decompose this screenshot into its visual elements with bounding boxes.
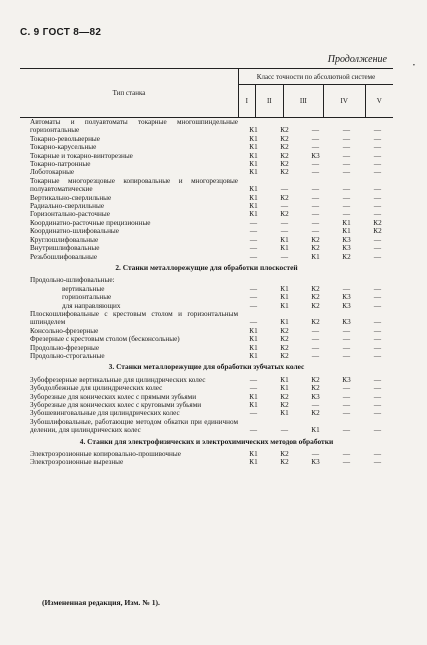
class-value: К1	[311, 252, 320, 261]
machine-type: Зубодолбежные для цилиндрических колес	[30, 384, 163, 393]
class-value: —	[373, 210, 382, 219]
class-value: —	[373, 235, 382, 244]
class-value: К1	[249, 450, 258, 459]
table-row	[20, 401, 393, 409]
class-value: —	[373, 375, 382, 384]
class-header-2: II	[255, 85, 283, 118]
machine-type: Токарные многорезцовые копировальные и многорезцовые полуавтоматические	[30, 176, 238, 194]
machine-type: Внутришлифовальные	[30, 244, 100, 253]
class-value: —	[373, 351, 382, 360]
machine-type: Круглошлифовальные	[30, 235, 99, 244]
class-value: —	[373, 244, 382, 253]
class-value: К2	[311, 375, 320, 384]
class-value: —	[342, 143, 351, 152]
class-header-4: IV	[323, 85, 365, 118]
class-value: К1	[311, 426, 320, 435]
class-value: К2	[280, 351, 289, 360]
machine-type: вертикальные	[62, 284, 105, 293]
class-value: —	[373, 151, 382, 160]
class-value: —	[280, 185, 289, 194]
machine-type: Вертикально-сверлильные	[30, 193, 112, 202]
class-value: К2	[311, 384, 320, 393]
class-value: —	[373, 252, 382, 261]
table-row	[20, 194, 393, 202]
class-value: К1	[249, 343, 258, 352]
class-value: К1	[249, 185, 258, 194]
class-value: —	[280, 426, 289, 435]
class-value: —	[249, 384, 258, 393]
class-value: —	[311, 450, 320, 459]
class-value: К2	[280, 143, 289, 152]
table-row	[20, 118, 393, 135]
machine-type: Зубофрезерные вертикальные для цилиндрических колес	[30, 375, 206, 384]
class-value: —	[342, 151, 351, 160]
class-value: —	[342, 284, 351, 293]
class-value: —	[311, 134, 320, 143]
class-value: К1	[280, 409, 289, 418]
table-row	[20, 409, 393, 417]
table-row	[20, 384, 393, 392]
class-value: —	[342, 343, 351, 352]
class-value: —	[373, 126, 382, 135]
class-value: К1	[280, 301, 289, 310]
class-value: —	[249, 284, 258, 293]
table-row	[20, 352, 393, 360]
class-value: К2	[311, 409, 320, 418]
class-value: К1	[342, 227, 351, 236]
table-row	[20, 210, 393, 218]
table-row	[20, 458, 393, 466]
page-header: С. 9 ГОСТ 8—82	[20, 27, 102, 38]
machine-type: Зубошлифовальные, работающие методом обкатки при единичном делении, для цилиндрических колес	[30, 417, 238, 435]
class-value: —	[373, 343, 382, 352]
class-value: —	[249, 301, 258, 310]
margin-mark: •	[412, 63, 415, 69]
table-row	[20, 276, 393, 284]
class-value: К2	[280, 458, 289, 467]
machine-type: Токарно-карусельные	[30, 143, 97, 152]
class-value: —	[342, 450, 351, 459]
class-value: —	[373, 160, 382, 169]
class-value: —	[342, 384, 351, 393]
class-value: —	[373, 392, 382, 401]
table-row	[20, 143, 393, 151]
table-row	[20, 327, 393, 335]
class-value: —	[311, 143, 320, 152]
class-value: —	[249, 252, 258, 261]
class-value: —	[342, 168, 351, 177]
table-row	[20, 450, 393, 458]
table-row	[20, 418, 393, 435]
machine-type: Консольно-фрезерные	[30, 326, 99, 335]
class-value: К1	[249, 401, 258, 409]
section-title: 2. Станки металлорежущие для обработки плоскостей	[115, 262, 298, 272]
class-value: К2	[280, 210, 289, 219]
class-value: —	[311, 335, 320, 344]
class-value: К1	[342, 218, 351, 227]
class-value	[331, 276, 362, 284]
class-value: К1	[280, 375, 289, 384]
machine-type: Фрезерные с крестовым столом (бесконсольные)	[30, 335, 180, 344]
class-value: К1	[249, 193, 258, 202]
class-value: —	[249, 244, 258, 253]
class-value: К1	[249, 126, 258, 135]
table-row	[20, 310, 393, 327]
class-value: К3	[311, 458, 320, 467]
class-value: К1	[280, 318, 289, 327]
class-value: —	[249, 426, 258, 435]
section-title: 3. Станки металлорежущие для обработки зубчатых колес	[108, 362, 305, 372]
class-value: —	[373, 450, 382, 459]
class-value: К3	[342, 375, 351, 384]
continuation-label: Продолжение	[327, 54, 387, 65]
class-value: К2	[280, 335, 289, 344]
class-value: К2	[311, 284, 320, 293]
class-value: —	[373, 326, 382, 335]
class-value: —	[373, 185, 382, 194]
machine-type: Продольно-фрезерные	[30, 343, 100, 352]
class-value: К2	[311, 301, 320, 310]
class-value: —	[342, 210, 351, 219]
machine-type: Токарно-револьверные	[30, 134, 100, 143]
class-value: —	[311, 343, 320, 352]
machine-type: горизонтальные	[62, 293, 112, 302]
class-value: К2	[311, 318, 320, 327]
machine-type: для направляющих	[62, 301, 121, 310]
machine-type: Продольно-шлифовальные:	[30, 276, 115, 285]
type-column-header: Тип станка	[20, 69, 239, 118]
class-value: К2	[280, 193, 289, 202]
class-value: К1	[280, 384, 289, 393]
machine-type: Зуборезные для конических колес с прямыми зубьями	[30, 392, 197, 401]
class-value: К2	[280, 126, 289, 135]
class-value: К1	[249, 335, 258, 344]
footnote: (Измененная редакция, Изм. № 1).	[42, 598, 160, 607]
class-value: —	[373, 458, 382, 467]
class-value: К2	[280, 450, 289, 459]
class-value: —	[311, 126, 320, 135]
class-value: —	[311, 193, 320, 202]
class-value: —	[342, 335, 351, 344]
class-value: —	[373, 409, 382, 418]
class-value: —	[280, 218, 289, 227]
class-value: К1	[280, 244, 289, 253]
class-value	[362, 276, 393, 284]
class-value: —	[373, 193, 382, 202]
machine-type: Радиально-сверлильные	[30, 202, 105, 211]
class-value: К1	[280, 284, 289, 293]
class-value: —	[342, 160, 351, 169]
class-header-3: III	[283, 85, 323, 118]
class-value: —	[342, 458, 351, 467]
machine-type: Горизонтально-расточные	[30, 210, 110, 219]
class-value: —	[342, 392, 351, 401]
class-value: —	[249, 218, 258, 227]
class-value: —	[280, 252, 289, 261]
class-value	[300, 276, 331, 284]
class-value: К2	[280, 134, 289, 143]
class-value: —	[311, 168, 320, 177]
table-row	[20, 293, 393, 301]
class-value: —	[342, 134, 351, 143]
class-value: К3	[342, 293, 351, 302]
class-value: —	[280, 202, 289, 211]
class-value: К3	[311, 392, 320, 401]
class-value: —	[311, 160, 320, 169]
class-header-1: I	[239, 85, 256, 118]
class-value: К2	[280, 392, 289, 401]
machine-type: Автоматы и полуавтоматы токарные многошпиндельные горизонтальные	[30, 118, 238, 135]
class-value: —	[373, 143, 382, 152]
class-value: —	[342, 409, 351, 418]
table-row	[20, 253, 393, 261]
class-value: —	[373, 401, 382, 409]
table-row	[20, 202, 393, 210]
class-value: —	[373, 318, 382, 327]
table-row	[20, 285, 393, 293]
machine-type: Электроэрозионные вырезные	[30, 458, 124, 467]
class-value: —	[311, 185, 320, 194]
class-value: К2	[280, 401, 289, 409]
machine-type: Плоскошлифовальные с крестовым столом и горизонтальным шпинделем	[30, 309, 238, 327]
class-value: К1	[249, 168, 258, 177]
class-value: —	[373, 384, 382, 393]
class-value: —	[311, 227, 320, 236]
class-value: —	[342, 193, 351, 202]
class-value: К1	[249, 351, 258, 360]
class-value: К2	[280, 326, 289, 335]
class-value: —	[373, 134, 382, 143]
class-value: —	[311, 210, 320, 219]
class-value: К3	[311, 151, 320, 160]
class-value: —	[311, 202, 320, 211]
table-header	[20, 68, 393, 118]
class-value: К2	[311, 244, 320, 253]
machine-type: Электроэрозионные копировально-прошивочные	[30, 450, 181, 459]
class-value: —	[373, 202, 382, 211]
machine-type: Лоботокарные	[30, 168, 75, 177]
class-value: К3	[342, 244, 351, 253]
class-value: —	[373, 335, 382, 344]
table-row	[20, 244, 393, 252]
class-value: —	[342, 202, 351, 211]
table-row	[20, 236, 393, 244]
class-value: —	[373, 426, 382, 435]
class-value: К2	[280, 151, 289, 160]
class-value: К1	[249, 392, 258, 401]
machine-type: Зуборезные для конических колес с круговыми зубьями	[30, 401, 202, 409]
class-value: К1	[249, 458, 258, 467]
class-value: К1	[249, 326, 258, 335]
class-header-5: V	[365, 85, 393, 118]
class-value: К3	[342, 318, 351, 327]
class-value: К1	[249, 202, 258, 211]
class-value: К2	[280, 160, 289, 169]
table-row	[20, 227, 393, 235]
class-value	[238, 276, 269, 284]
machine-type: Координатно-расточные прецизионные	[30, 218, 151, 227]
class-value: —	[311, 326, 320, 335]
class-value: —	[311, 351, 320, 360]
class-value	[269, 276, 300, 284]
class-value: —	[249, 293, 258, 302]
class-value: К1	[249, 151, 258, 160]
class-value: К1	[280, 235, 289, 244]
class-value: К2	[280, 343, 289, 352]
table-row	[20, 135, 393, 143]
table-row	[20, 219, 393, 227]
class-value: —	[373, 284, 382, 293]
table-row	[20, 160, 393, 168]
class-value: —	[342, 351, 351, 360]
class-column-header: Класс точности по абсолютной системе	[239, 69, 394, 85]
table-row	[20, 344, 393, 352]
table-row	[20, 335, 393, 343]
class-value: К1	[249, 143, 258, 152]
class-value: —	[280, 227, 289, 236]
class-value: К2	[280, 168, 289, 177]
class-value: К2	[311, 293, 320, 302]
class-value: —	[249, 227, 258, 236]
class-value: К1	[249, 210, 258, 219]
class-value: —	[342, 185, 351, 194]
class-value: —	[342, 126, 351, 135]
class-value: —	[373, 168, 382, 177]
class-value: —	[342, 401, 351, 409]
class-value: К2	[342, 252, 351, 261]
machine-type: Зубошевинговальные для цилиндрических колес	[30, 409, 180, 418]
class-value: —	[342, 326, 351, 335]
machine-table-body	[20, 118, 393, 467]
machine-type: Токарно-патронные	[30, 160, 91, 169]
table-row	[20, 393, 393, 401]
machine-type: Резьбошлифовальные	[30, 252, 98, 261]
class-value: К1	[249, 134, 258, 143]
class-value: К2	[373, 218, 382, 227]
class-value: К3	[342, 235, 351, 244]
table-row	[20, 168, 393, 176]
class-value: —	[311, 401, 320, 409]
class-value: К3	[342, 301, 351, 310]
class-value: К2	[311, 235, 320, 244]
table-row	[20, 152, 393, 160]
table-row	[20, 177, 393, 194]
section-title: 4. Станки для электрофизических и электрохимических методов обработки	[79, 436, 334, 446]
class-value: К2	[373, 227, 382, 236]
class-value: —	[342, 426, 351, 435]
machine-type: Продольно-строгальные	[30, 351, 105, 360]
table-row	[20, 376, 393, 384]
class-value: —	[249, 318, 258, 327]
class-value: —	[249, 235, 258, 244]
class-value: К1	[249, 160, 258, 169]
class-value: —	[373, 301, 382, 310]
class-value: —	[373, 293, 382, 302]
class-value: К1	[280, 293, 289, 302]
machine-type: Координатно-шлифовальные	[30, 227, 119, 236]
table-row	[20, 302, 393, 310]
class-value: —	[311, 218, 320, 227]
class-value: —	[249, 375, 258, 384]
class-value: —	[249, 409, 258, 418]
machine-type: Токарные и токарно-винторезные	[30, 151, 133, 160]
